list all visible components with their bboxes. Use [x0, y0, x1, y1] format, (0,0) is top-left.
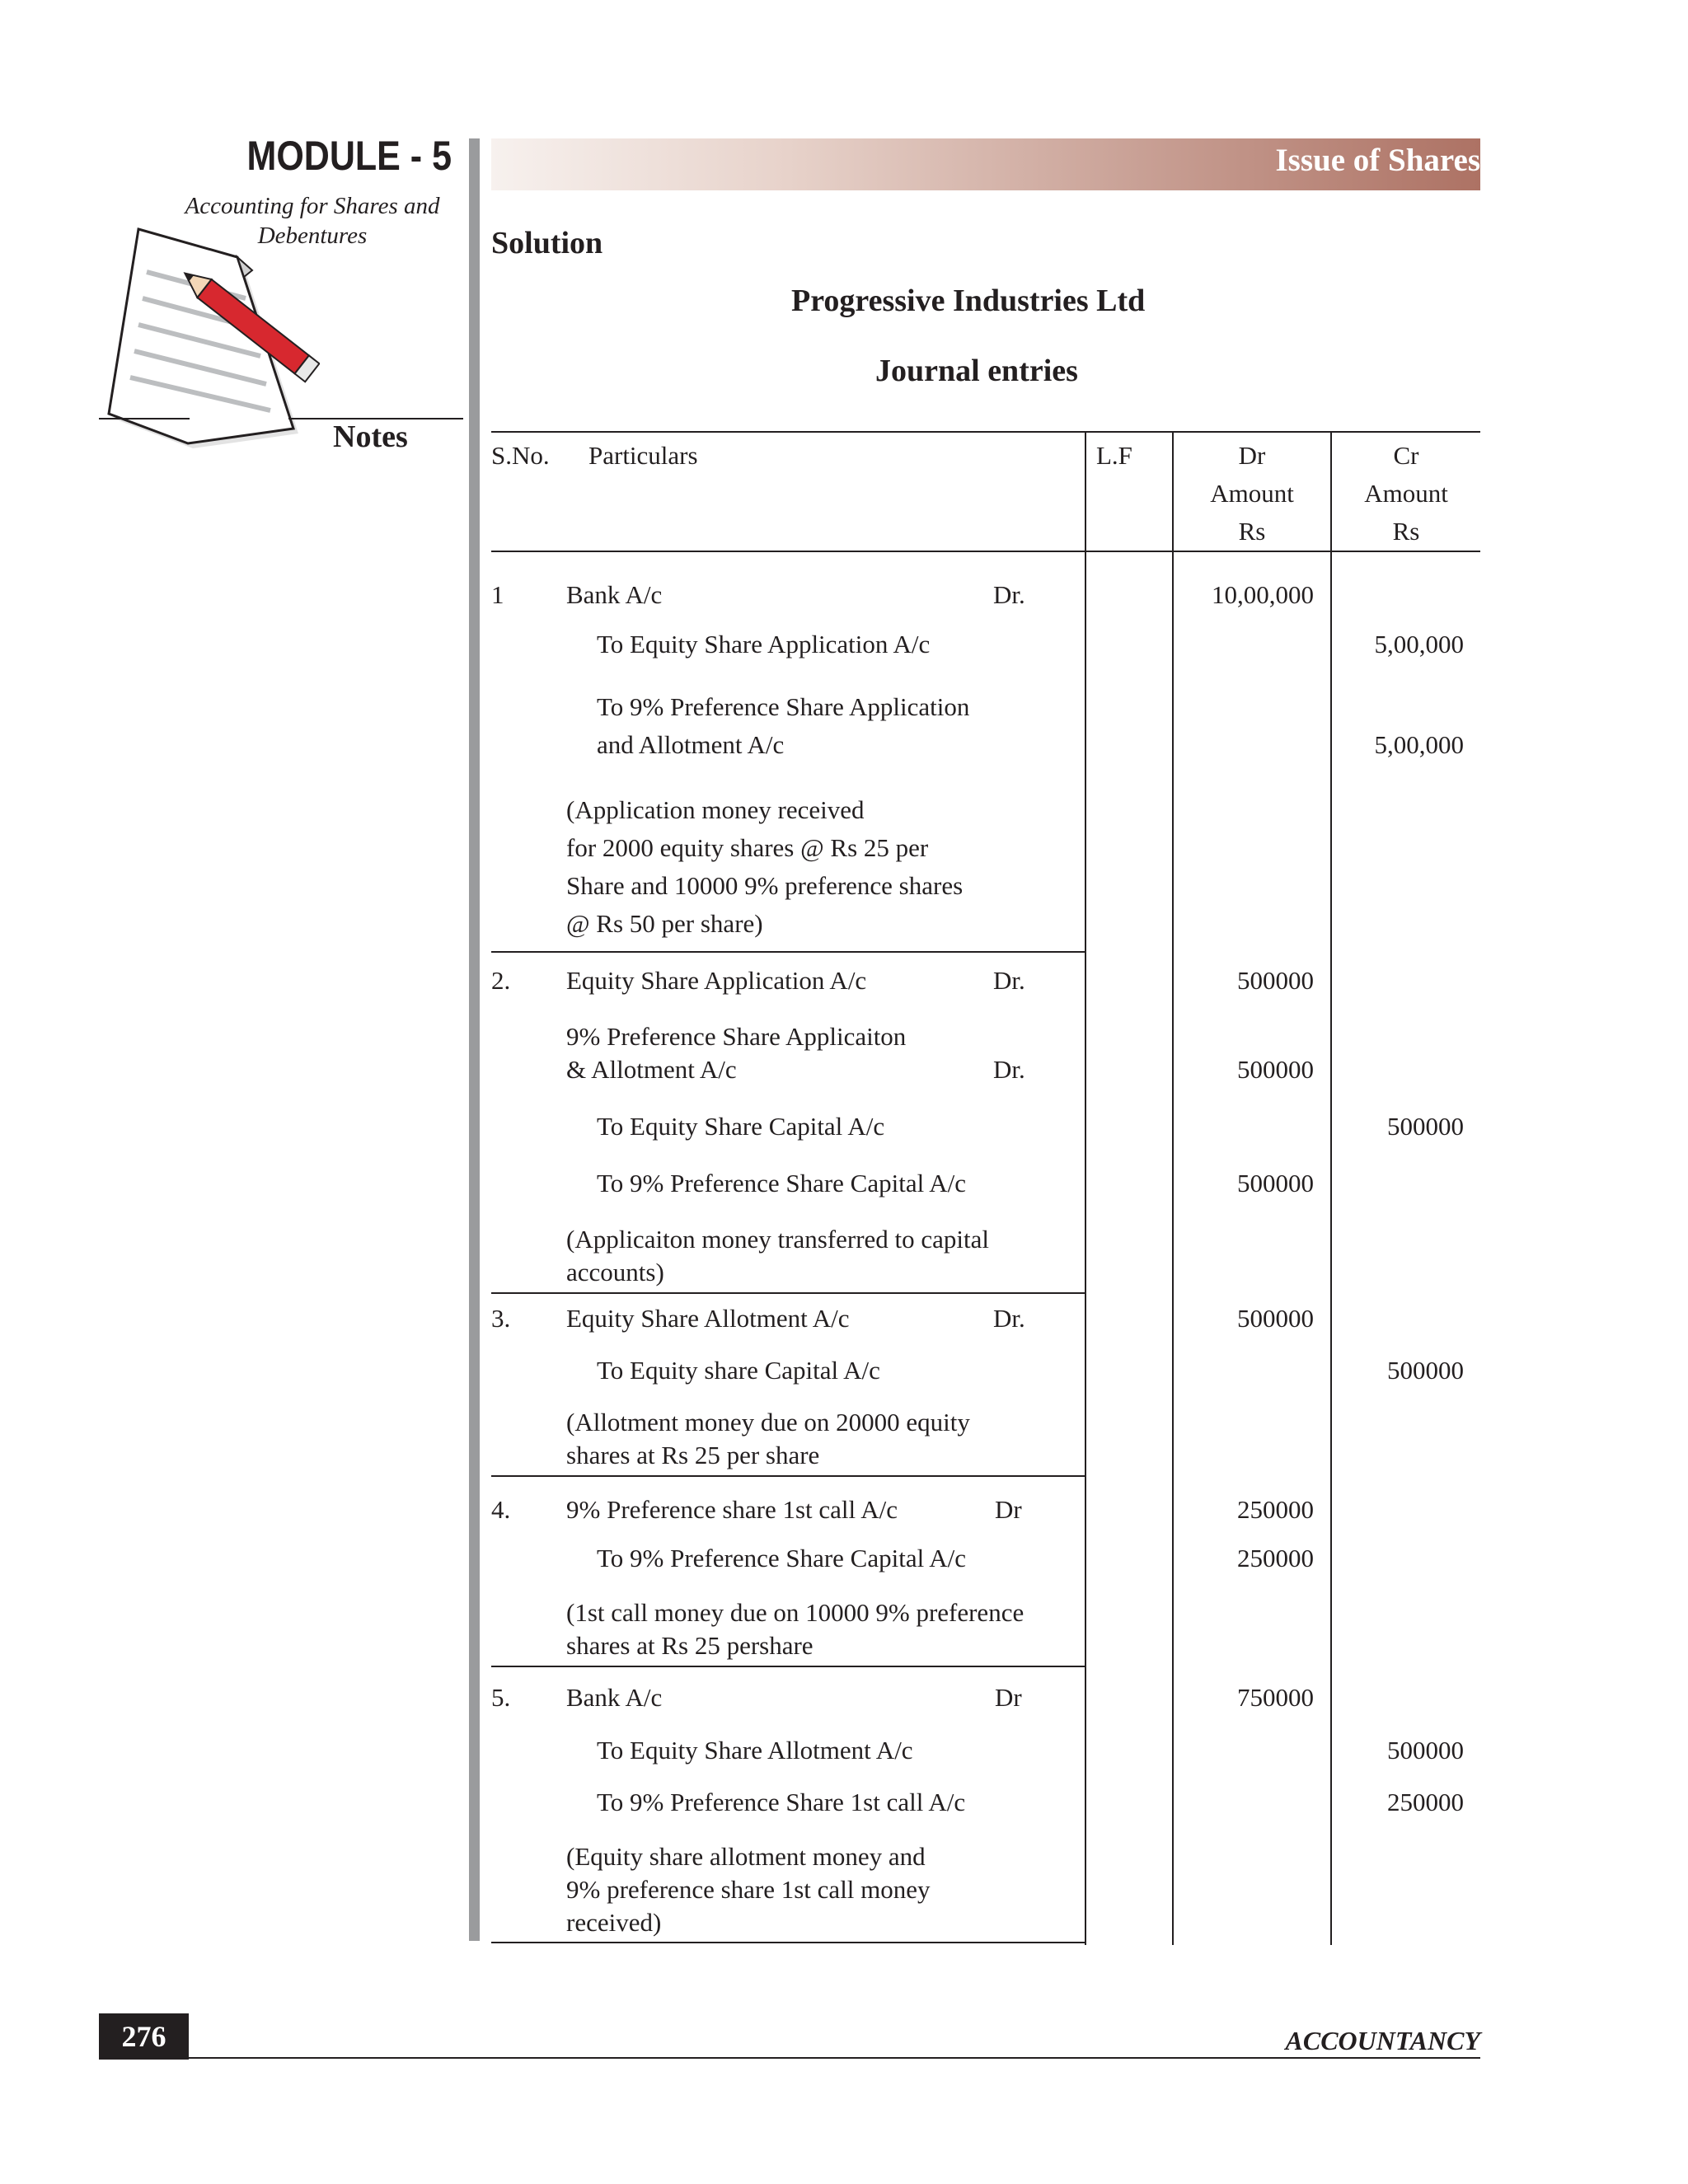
- entry-dr-mark: Dr: [995, 1495, 1022, 1524]
- entry-cr-amount: 5,00,000: [1374, 730, 1464, 759]
- footer-rule: [99, 2057, 1480, 2059]
- entry-cr-amount: 500000: [1387, 1736, 1464, 1765]
- header-cr-amount: [1332, 439, 1480, 548]
- entry-cr-amount: 250000: [1387, 1788, 1464, 1816]
- entry-separator: [491, 951, 1085, 953]
- entry-sno: 1: [491, 580, 504, 609]
- section-header-title: Issue of Shares: [1275, 143, 1480, 178]
- narration-line: Share and 10000 9% preference shares: [566, 871, 964, 900]
- table-bottom-rule: [491, 1942, 1085, 1943]
- notes-line-left: [99, 418, 190, 419]
- entry-dr-amount: 10,00,000: [1212, 580, 1314, 609]
- entry-cr-amount: 5,00,000: [1374, 630, 1464, 658]
- entry-credit-account: To 9% Preference Share 1st call A/c: [597, 1788, 966, 1816]
- header-dr-amount: [1174, 439, 1330, 548]
- entry-debit-account: 9% Preference share 1st call A/c: [566, 1495, 898, 1524]
- narration-line: received): [566, 1908, 662, 1937]
- header-cr-line: Cr: [1393, 441, 1419, 470]
- entry-dr-amount: 250000: [1237, 1495, 1314, 1524]
- entry-debit-account: Equity Share Application A/c: [566, 966, 867, 995]
- table-header-rule: [491, 551, 1480, 552]
- entry-cr-amount: 500000: [1387, 1112, 1464, 1141]
- narration-line: accounts): [566, 1258, 664, 1286]
- header-particulars: Particulars: [588, 441, 698, 470]
- entry-credit-account: and Allotment A/c: [597, 730, 785, 759]
- entry-dr-amount: 750000: [1237, 1683, 1314, 1712]
- solution-heading: Solution: [491, 226, 603, 260]
- notes-label: Notes: [333, 419, 408, 454]
- module-subtitle-line1: Accounting for Shares and: [185, 193, 440, 219]
- entry-dr-mark: Dr.: [993, 1304, 1025, 1333]
- narration-line: (Application money received: [566, 795, 865, 824]
- entry-credit-account: To 9% Preference Share Application: [597, 692, 970, 721]
- header-dr-line: Rs: [1238, 517, 1266, 546]
- entry-narration: [566, 1223, 989, 1289]
- entry-dr-mark: Dr.: [993, 1055, 1025, 1084]
- entry-sno: 2.: [491, 966, 511, 995]
- page-number: 276: [99, 2013, 189, 2060]
- entry-sno: 4.: [491, 1495, 511, 1524]
- header-cr-line: Rs: [1392, 517, 1420, 546]
- narration-line: (1st call money due on 10000 9% preference: [566, 1598, 1025, 1627]
- entry-credit-account: To 9% Preference Share Capital A/c: [597, 1544, 967, 1572]
- entry-narration: [566, 1596, 1024, 1662]
- entry-debit-account: 9% Preference Share Applicaiton: [566, 1022, 907, 1051]
- entry-dr-mark: Dr.: [993, 580, 1025, 609]
- sidebar-divider: [469, 138, 480, 1941]
- narration-line: shares at Rs 25 pershare: [566, 1631, 814, 1660]
- entry-narration: [566, 1406, 970, 1472]
- company-name: Progressive Industries Ltd: [791, 284, 1146, 318]
- entry-cr-amount: 500000: [1387, 1356, 1464, 1385]
- entry-dr-mark: Dr: [995, 1683, 1022, 1712]
- col-divider-lf: [1085, 431, 1086, 1945]
- entry-dr-amount: 500000: [1237, 1169, 1314, 1197]
- narration-line: (Applicaiton money transferred to capital: [566, 1225, 990, 1254]
- entry-dr-amount: 250000: [1237, 1544, 1314, 1572]
- narration-line: 9% preference share 1st call money: [566, 1875, 931, 1904]
- narration-line: (Allotment money due on 20000 equity: [566, 1408, 970, 1436]
- entry-dr-amount: 500000: [1237, 1055, 1314, 1084]
- entry-dr-mark: Dr.: [993, 966, 1025, 995]
- entry-credit-account: To Equity Share Capital A/c: [597, 1112, 885, 1141]
- table-top-rule: [491, 431, 1480, 433]
- book-title: ACCOUNTANCY: [1285, 2026, 1480, 2055]
- entry-separator: [491, 1666, 1085, 1667]
- narration-line: for 2000 equity shares @ Rs 25 per: [566, 833, 929, 862]
- entry-credit-account: To Equity Share Allotment A/c: [597, 1736, 913, 1765]
- module-subtitle-line2: Debentures: [257, 223, 368, 249]
- entry-narration: [566, 1840, 931, 1939]
- narration-line: (Equity share allotment money and: [566, 1842, 926, 1871]
- narration-line: @ Rs 50 per share): [566, 909, 763, 938]
- journal-title: Journal entries: [875, 354, 1078, 388]
- entry-dr-amount: 500000: [1237, 966, 1314, 995]
- entry-sno: 3.: [491, 1304, 511, 1333]
- entry-separator: [491, 1475, 1085, 1477]
- entry-debit-account: Equity Share Allotment A/c: [566, 1304, 850, 1333]
- narration-line: shares at Rs 25 per share: [566, 1441, 820, 1469]
- entry-narration: [566, 791, 963, 943]
- module-title: MODULE - 5: [246, 133, 452, 179]
- entry-credit-account: To Equity Share Application A/c: [597, 630, 931, 658]
- entry-dr-amount: 500000: [1237, 1304, 1314, 1333]
- entry-sno: 5.: [491, 1683, 511, 1712]
- entry-debit-account: Bank A/c: [566, 580, 663, 609]
- entry-credit-account: To Equity share Capital A/c: [597, 1356, 880, 1385]
- header-dr-line: Dr: [1238, 441, 1266, 470]
- entry-separator: [491, 1292, 1085, 1294]
- entry-debit-account: Bank A/c: [566, 1683, 663, 1712]
- header-lf: L.F: [1096, 441, 1132, 470]
- header-dr-line: Amount: [1210, 479, 1294, 508]
- entry-debit-account: & Allotment A/c: [566, 1055, 737, 1084]
- header-sno: S.No.: [491, 441, 550, 470]
- entry-credit-account: To 9% Preference Share Capital A/c: [597, 1169, 967, 1197]
- header-cr-line: Amount: [1364, 479, 1448, 508]
